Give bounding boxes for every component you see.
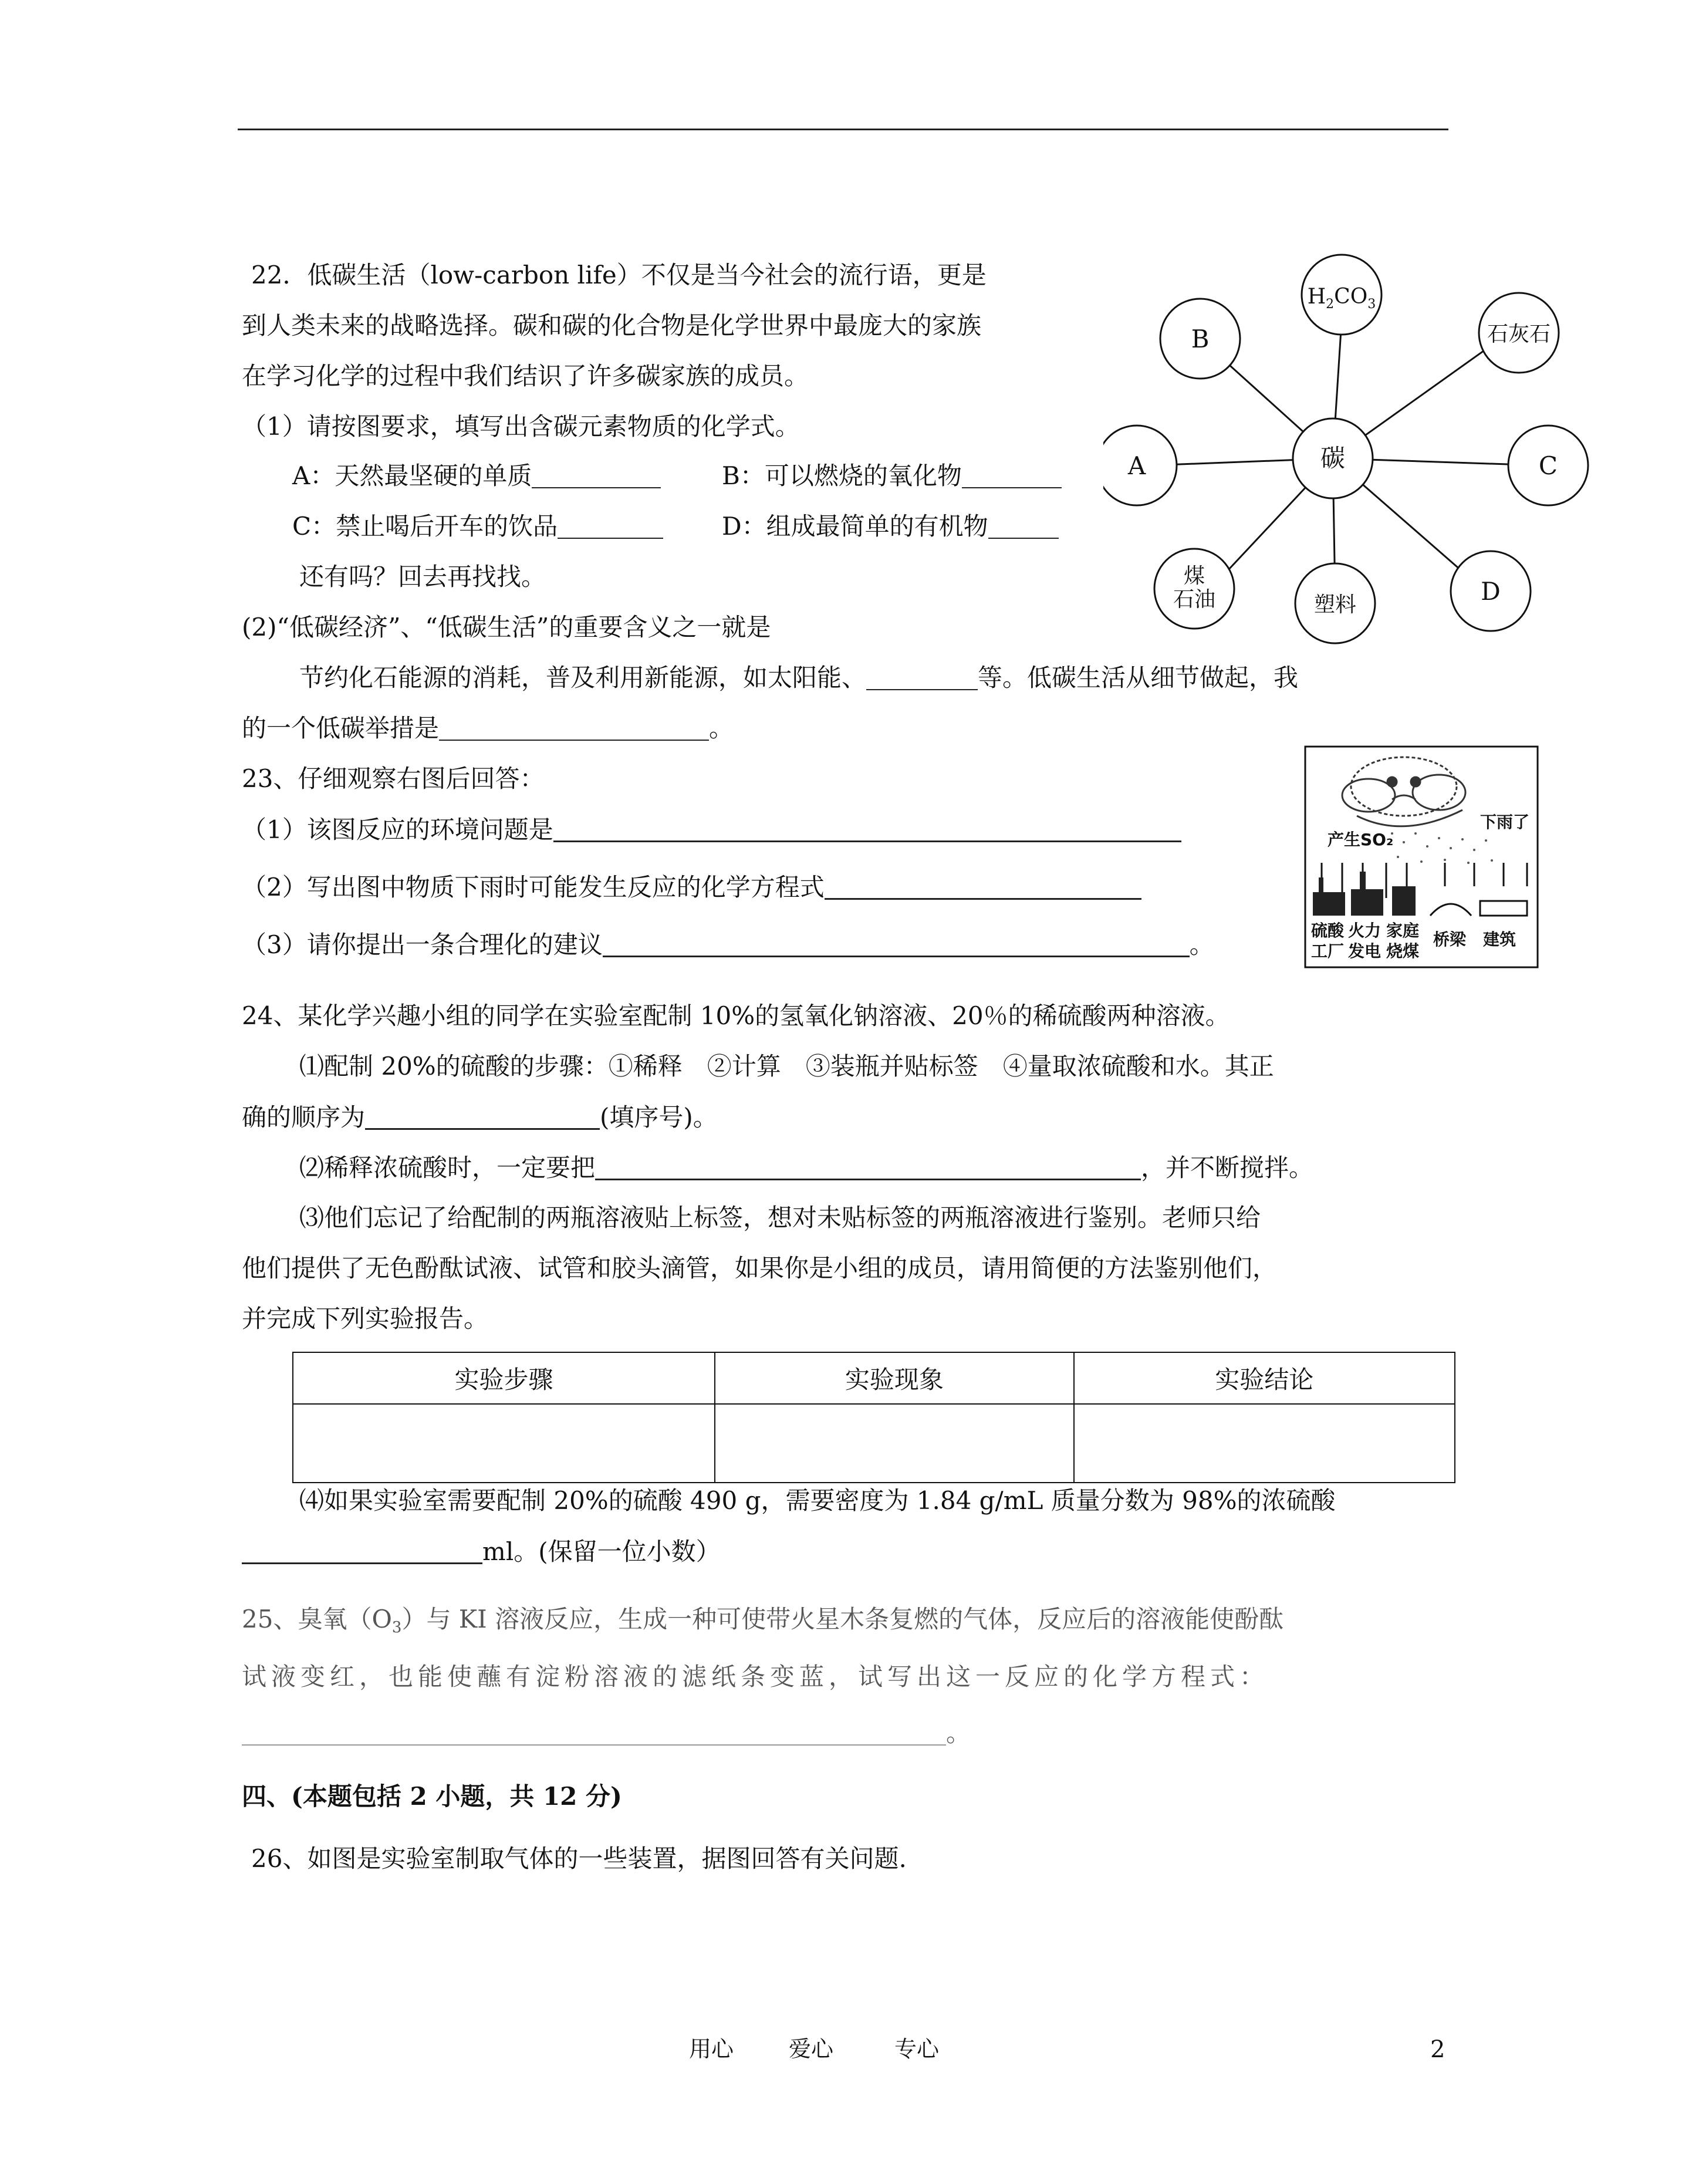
q24-p1c-text: (填序号)。 (600, 1103, 718, 1132)
q22-d-blank[interactable] (988, 514, 1059, 539)
q24-order-blank[interactable] (365, 1105, 600, 1130)
q22-line1: 22．低碳生活（low-carbon life）不仅是当今社会的流行语，更是 (251, 261, 987, 289)
table-header-phenomenon: 实验现象 (715, 1352, 1074, 1404)
q22-part2-line3 (242, 716, 734, 741)
page-number: 2 (1430, 2036, 1445, 2063)
table-cell-phenomenon[interactable] (715, 1404, 1074, 1483)
q22-b-blank[interactable] (962, 464, 1062, 488)
q22-d-label: D：组成最简单的有机物 (722, 512, 988, 541)
acid-rain-rain-label: 下雨了 (1480, 812, 1530, 832)
diagram-limestone-label: 石灰石 (1487, 322, 1551, 346)
q24-title: 24、某化学兴趣小组的同学在实验室配制 10%的氢氧化钠溶液、20％的稀硫酸两种溶液。 (242, 1001, 1230, 1030)
table-header-conclusion: 实验结论 (1074, 1352, 1455, 1404)
q24-p2-row (299, 1155, 1313, 1180)
q24-p3c: 并完成下列实验报告。 (242, 1304, 489, 1333)
q22-measure-blank[interactable] (439, 716, 709, 741)
q25-line3-end: 。 (946, 1719, 971, 1747)
q22-a-label: A：天然最坚硬的单质 (292, 461, 532, 490)
acid-rain-col5: 建筑 (1483, 930, 1516, 949)
footer-motto-3: 专心 (894, 2036, 940, 2062)
acid-rain-col2a: 火力 (1348, 921, 1382, 940)
q22-part2-line3-text-a: 的一个低碳举措是 (242, 714, 440, 742)
table-header-row (293, 1352, 1455, 1404)
q24-p1b-text: 确的顺序为 (242, 1103, 366, 1132)
q23-p3-blank[interactable] (603, 932, 1190, 957)
q26-text: 26、如图是实验室制取气体的一些装置，据图回答有关问题. (251, 1844, 907, 1873)
q22-b-row (722, 461, 1062, 490)
q23-p1-row (242, 817, 1181, 842)
acid-rain-col3a: 家庭 (1386, 921, 1420, 940)
q24-volume-blank[interactable] (242, 1539, 482, 1564)
q24-p3b: 他们提供了无色酚酞试液、试管和胶头滴管，如果你是小组的成员，请用简便的方法鉴别他们， (242, 1254, 1278, 1282)
acid-rain-col2b: 发电 (1348, 941, 1382, 961)
q22-part2-line2 (299, 663, 1299, 692)
diagram-b-label: B (1191, 325, 1210, 353)
q24-p4b-text: ml。(保留一位小数） (482, 1537, 721, 1566)
q22-part1: （1）请按图要求，填写出含碳元素物质的化学式。 (242, 412, 800, 441)
diagram-coal-label: 煤 (1183, 564, 1205, 588)
diagram-center-label: 碳 (1320, 444, 1346, 472)
q22-a-blank[interactable] (532, 464, 661, 488)
q24-dilute-blank[interactable] (595, 1155, 1141, 1180)
q23-p1-text: （1）该图反应的环境问题是 (242, 815, 553, 844)
q23-p3-text: （3）请你提出一条合理化的建议 (242, 930, 603, 959)
q22-part2-line2-text-a: 节约化石能源的消耗，普及利用新能源，如太阳能、 (299, 663, 867, 692)
q23-title: 23、仔细观察右图后回答： (242, 764, 545, 793)
q23-p2-text: （2）写出图中物质下雨时可能发生反应的化学方程式 (242, 873, 825, 902)
q22-a-row (292, 461, 661, 490)
diagram-plastic-label: 塑料 (1313, 593, 1357, 617)
q23-p2-row (242, 875, 1141, 900)
experiment-report-table (292, 1352, 1455, 1483)
q22-part2-line3-text-b: 。 (709, 714, 734, 742)
carbon-family-diagram (1103, 252, 1608, 657)
q25-line3 (242, 1721, 971, 1746)
q25-line1-text-a: 25、臭氧（O (242, 1605, 392, 1633)
q25-line1-text-b: ）与 KI 溶液反应，生成一种可使带火星木条复燃的气体，反应后的溶液能使酚酞 (401, 1605, 1284, 1633)
q22-line3: 在学习化学的过程中我们结识了许多碳家族的成员。 (242, 362, 809, 390)
diagram-oil-label: 石油 (1173, 588, 1216, 612)
table-cell-step[interactable] (293, 1404, 715, 1483)
q22-d-row (722, 514, 1059, 539)
q23-p3-end: 。 (1189, 930, 1214, 959)
diagram-h2co3-label: $H_2CO_3$ (1307, 285, 1376, 312)
q23-p2-blank[interactable] (825, 875, 1141, 900)
q22-line2: 到人类未来的战略选择。碳和碳的化合物是化学世界中最庞大的家族 (242, 311, 982, 340)
q25-equation-blank[interactable] (242, 1721, 946, 1746)
section-four-heading: 四、(本题包括 2 小题，共 12 分) (242, 1782, 622, 1811)
q22-c-label: C：禁止喝后开车的饮品 (292, 512, 558, 541)
q25-line1 (242, 1607, 1283, 1635)
q22-part2-line2-text-b: 等。低碳生活从细节做起，我 (978, 663, 1299, 692)
q23-p1-blank[interactable] (553, 817, 1181, 842)
acid-rain-so2-label: 产生SO₂ (1328, 830, 1394, 849)
acid-rain-col4: 桥梁 (1433, 930, 1467, 949)
q24-p3a: ⑶他们忘记了给配制的两瓶溶液贴上标签，想对未贴标签的两瓶溶液进行鉴别。老师只给 (299, 1203, 1261, 1232)
header-rule (238, 129, 1448, 130)
acid-rain-col1a: 硫酸 (1311, 921, 1345, 940)
q24-p1b-row (242, 1105, 718, 1130)
q22-c-row (292, 514, 663, 539)
footer-motto-2: 爱心 (789, 2036, 834, 2062)
q25-ozone-subscript: 3 (391, 1619, 402, 1636)
q24-p1a: ⑴配制 20%的硫酸的步骤：①稀释 ②计算 ③装瓶并贴标签 ④量取浓硫酸和水。其正 (299, 1052, 1274, 1081)
q25-line2: 试液变红，也能使蘸有淀粉溶液的滤纸条变蓝，试写出这一反应的化学方程式： (242, 1662, 1269, 1691)
q22-c-blank[interactable] (558, 514, 663, 539)
table-row (293, 1404, 1455, 1483)
q22-energy-blank[interactable] (866, 666, 978, 690)
q22-b-label: B：可以燃烧的氧化物 (722, 461, 962, 490)
q24-p4a: ⑷如果实验室需要配制 20%的硫酸 490 g，需要密度为 1.84 g/mL 质量分数为 98%的浓硫酸 (299, 1486, 1336, 1515)
table-cell-conclusion[interactable] (1074, 1404, 1455, 1483)
q23-p3-row (242, 932, 1214, 957)
acid-rain-col3b: 烧煤 (1386, 941, 1420, 961)
q22-more: 还有吗？回去再找找。 (299, 562, 546, 591)
acid-rain-picture (1304, 745, 1539, 968)
table-header-step: 实验步骤 (293, 1352, 715, 1404)
diagram-d-label: D (1481, 577, 1501, 606)
diagram-a-label: A (1127, 451, 1146, 480)
q24-p4b-row (242, 1539, 721, 1564)
q24-p2-text: ⑵稀释浓硫酸时，一定要把 (299, 1153, 596, 1182)
q24-p2-end: ，并不断搅拌。 (1141, 1153, 1314, 1182)
q22-part2: (2)“低碳经济”、“低碳生活”的重要含义之一就是 (242, 613, 771, 642)
diagram-c-label: C (1538, 451, 1558, 480)
acid-rain-col1b: 工厂 (1311, 941, 1345, 961)
footer-motto-1: 用心 (689, 2036, 734, 2062)
